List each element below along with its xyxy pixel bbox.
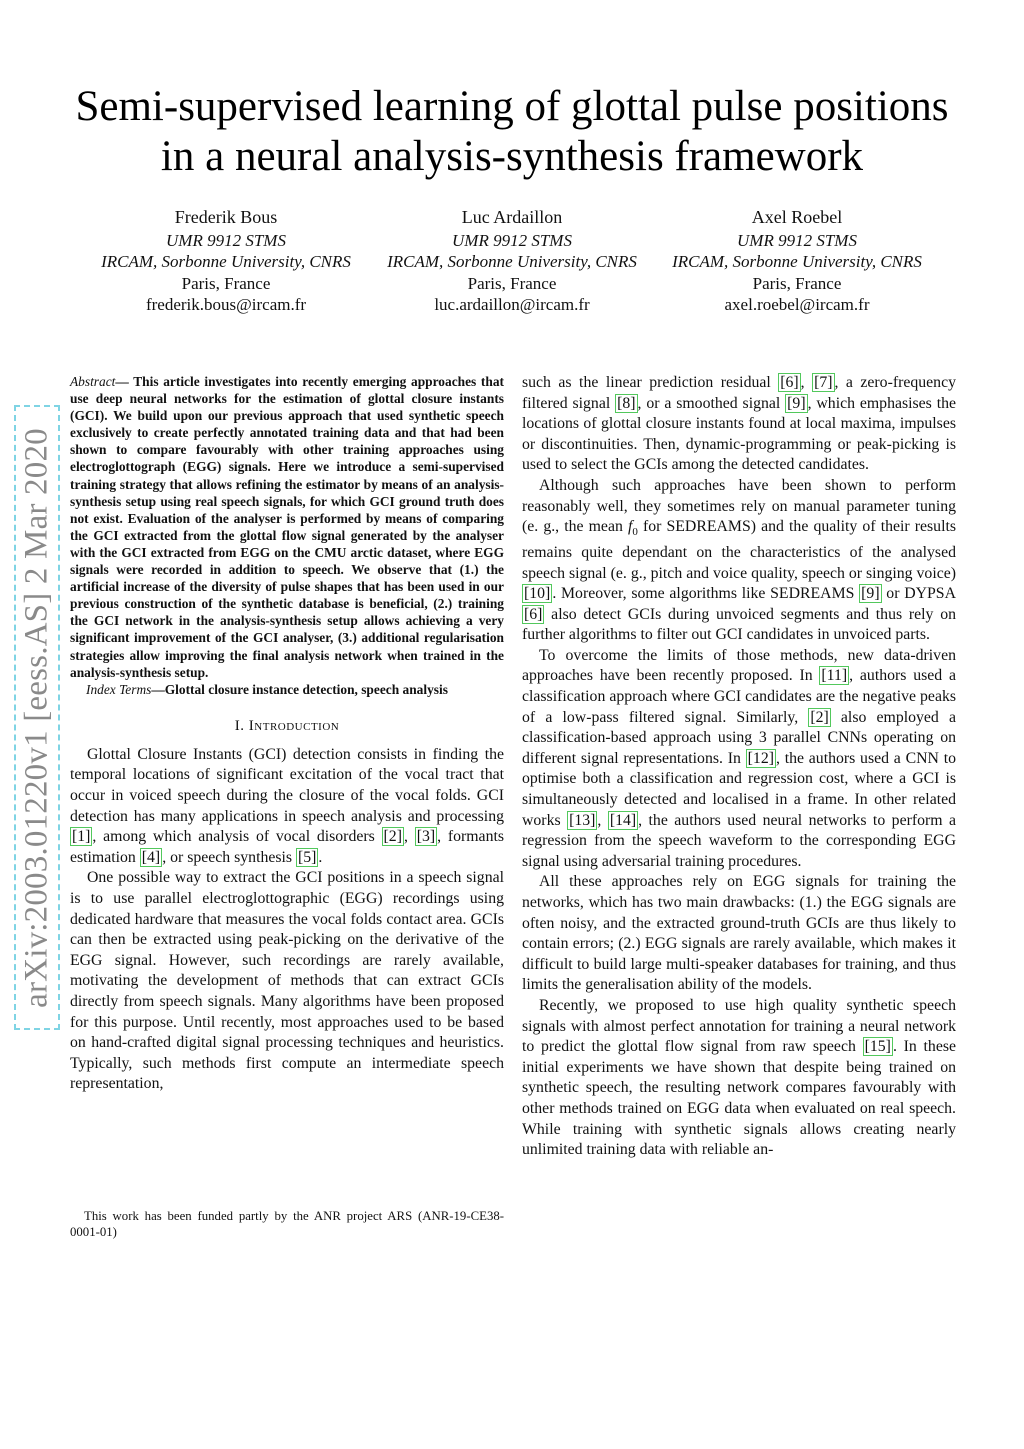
author-email[interactable]: axel.roebel@ircam.fr [724, 295, 870, 314]
author-name: Axel Roebel [751, 207, 843, 227]
citation-link[interactable]: [12] [747, 749, 774, 767]
text-run: , formants estimation [70, 828, 504, 866]
citation-link[interactable]: [4] [141, 848, 161, 866]
text-run: , [597, 811, 608, 829]
paper-title-line-1: Semi-supervised learning of glottal pulse positions [75, 83, 949, 130]
citation-link[interactable]: [8] [617, 394, 636, 412]
text-run: also detect GCIs during unvoiced segments and thus rely on further algorithms to filter out GCI candidates in unvoiced parts. [522, 605, 956, 644]
author-name: Luc Ardaillon [461, 207, 563, 227]
abstract [70, 373, 504, 681]
citation-link[interactable]: [9] [787, 394, 806, 412]
paper-title-line-2: in a neural analysis-synthesis framework [160, 133, 864, 180]
text-run: , [403, 828, 415, 846]
f0-symbol-letter: f [627, 518, 633, 536]
text-run: such as the linear prediction residual [522, 374, 779, 391]
author-block-2 [362, 207, 662, 316]
author-block-1 [76, 207, 376, 316]
text-run: . In these initial experiments we have shown that despite being trained on synthetic speech, the resulting network compares favourably with other methods trained on EGG data when evaluated on real speech. While training with synthetic signals allows creating nearly unlimited training data with reliable an- [522, 1038, 957, 1159]
author-org: IRCAM, Sorbonne University, CNRS [101, 252, 351, 271]
paper-title [60, 82, 964, 182]
citation-link[interactable]: [15] [864, 1038, 891, 1056]
index-terms [70, 681, 504, 698]
citation-link[interactable]: [2] [383, 828, 402, 846]
paragraph [70, 745, 504, 869]
author-unit: UMR 9912 STMS [452, 230, 572, 250]
author-org: IRCAM, Sorbonne University, CNRS [387, 252, 637, 271]
citation-link[interactable]: [11] [821, 667, 848, 685]
citation-link[interactable]: [13] [569, 811, 596, 829]
text-run: , the authors used a CNN to optimise both a classification and regression cost, where a GCI is simultaneously detected and localised in a frame. In other related works [522, 749, 956, 829]
arxiv-stamp-text: arXiv:2003.01220v1 [eess.AS] 2 Mar 2020 [18, 427, 55, 1008]
paragraph: All these approaches rely on EGG signals for training the networks, which has two main drawbacks: (1.) the EGG signals are often noisy, and the extracted ground-truth GCIs are thus likely to contain errors; (2.) EGG signals are rarely available, which makes it difficult to build large multi-speaker databases for training, and thus limits the generalisation ability of the models. [522, 873, 956, 994]
text-run: , a zero-frequency filtered signal [522, 374, 956, 412]
citation-link[interactable]: [6] [780, 374, 799, 391]
text-run: , which emphasises the locations of glottal closure instants found at local maxima, impulses or discontinuities. Then, dynamic-programming or peak-picking is used to select the GCIs among the detected candidates. [522, 394, 956, 474]
section-number: I. [234, 717, 245, 734]
section-title: Introduction [248, 717, 340, 734]
citation-link[interactable]: [6] [524, 605, 543, 623]
footnote-text: This work has been funded partly by the ANR project ARS (ANR-19-CE38-0001-01) [70, 1209, 504, 1240]
citation-link[interactable]: [2] [810, 708, 829, 726]
section-heading [70, 718, 504, 735]
paragraph [522, 476, 956, 646]
paragraph: One possible way to extract the GCI positions in a speech signal is to use parallel electroglottographic (EGG) recordings using dedicated hardware that measures the vocal folds contact area. GCIs can then be extracted using peak-picking on the derivative of the EGG signal. However, such recordings are rarely available, motivating the development of methods that can extract GCIs directly from speech signals. Many algorithms have been proposed for this purpose. Until recently, most approaches used to be based on hand-crafted digital signal processing techniques and heuristics. Typically, such methods first compute an intermediate speech representation, [70, 869, 504, 1093]
text-run: , authors used a classification approach where GCI candidates are the negative peaks of a low-pass filtered signal. Similarly, [522, 667, 956, 726]
text-run: also employed a classification-based approach using 3 parallel CNNs operating on different signal representations. In [522, 708, 956, 767]
paragraph [522, 996, 956, 1161]
arxiv-stamp[interactable] [14, 405, 60, 1030]
footnote [70, 1208, 504, 1241]
f0-symbol [627, 518, 638, 539]
right-column [522, 373, 956, 1161]
text-run: . Moreover, some algorithms like SEDREAMS [552, 585, 860, 603]
citation-link[interactable]: [3] [416, 828, 436, 846]
left-column [70, 373, 504, 1095]
text-run: , the authors used neural networks to perform a regression from the speech waveform to the corresponding EGG signal using adversarial training procedures. [522, 811, 957, 870]
abstract-lead: Abstract [70, 374, 116, 389]
citation-link[interactable]: [9] [861, 585, 880, 603]
text-run: , [800, 374, 813, 391]
citation-link[interactable]: [1] [72, 828, 91, 846]
author-email[interactable]: frederik.bous@ircam.fr [145, 295, 307, 314]
text-run: Although such approaches have been shown to perform reasonably well, they sometimes rely on manual parameter tuning (e. g., the mean [522, 476, 956, 536]
text-run: , among which analysis of vocal disorders [92, 828, 382, 846]
index-terms-lead: Index Terms [86, 681, 152, 697]
author-unit: UMR 9912 STMS [166, 230, 286, 250]
text-run: for SEDREAMS) and the quality of their results remains quite dependant on the characteristics of the analysed speech signal (e. g., pitch and voice quality, speech or singing voice) [522, 518, 957, 582]
paragraph [522, 373, 956, 476]
citation-link[interactable]: [5] [298, 848, 317, 866]
text-run: To overcome the limits of those methods, new data-driven approaches have been recently proposed. In [522, 646, 956, 685]
citation-link[interactable]: [10] [524, 585, 551, 603]
text-run: , or a smoothed signal [637, 394, 786, 412]
author-unit: UMR 9912 STMS [737, 230, 857, 250]
author-name: Frederik Bous [174, 207, 278, 227]
f0-symbol-subscript: 0 [632, 526, 638, 539]
author-email[interactable]: luc.ardaillon@ircam.fr [434, 295, 590, 314]
text-run: , or speech synthesis [162, 848, 296, 866]
paragraph [522, 646, 956, 873]
text-run: . [318, 848, 323, 866]
text-run: Glottal Closure Instants (GCI) detection consists in finding the temporal locations of significant excitation of the vocal tract that occur in voiced speech during the closure of the vocal folds. GCI detection has many applications in speech analysis and processing [70, 745, 504, 825]
abstract-text: — This article investigates into recently emerging approaches that use deep neural networks for the estimation of glottal closure instants (GCI). We build upon our previous approach that used synthetic speech exclusively to create perfectly annotated training data and that had been shown to compare favourably with other training approaches using electroglottograph (EGG) signals. Here we introduce a semi-supervised training strategy that allows refining the estimator by means of an analysis-synthesis setup using real speech signals, for which GCI ground truth does not exist. Evaluation of the analyser is performed by means of comparing the GCI extracted from the glottal flow signal generated by the analyser with the GCI extracted from EGG on the CMU arctic dataset, where EGG signals were recorded in addition to speech. We observe that (1.) the artificial increase of the diversity of pulse shapes that has been used in our previous construction of the synthetic database is beneficial, (2.) training the GCI network in the analysis-synthesis setup allows achieving a very significant improvement of the GCI analyser, (3.) additional regularisation strategies allow improving the final analysis network when trained in the analysis-synthesis setup. [70, 374, 504, 680]
author-city: Paris, France [181, 273, 271, 293]
text-run: or DYPSA [881, 585, 956, 603]
author-city: Paris, France [467, 273, 557, 293]
author-org: IRCAM, Sorbonne University, CNRS [672, 252, 922, 271]
author-block-3 [647, 207, 947, 316]
citation-link[interactable]: [14] [609, 811, 637, 829]
author-city: Paris, France [752, 273, 842, 293]
index-terms-text: —Glottal closure instance detection, speech analysis [151, 681, 448, 697]
citation-link[interactable]: [7] [814, 374, 833, 391]
text-run: Recently, we proposed to use high quality synthetic speech signals with almost perfect annotation for training a neural network to predict the glottal flow signal from raw speech [522, 996, 956, 1056]
